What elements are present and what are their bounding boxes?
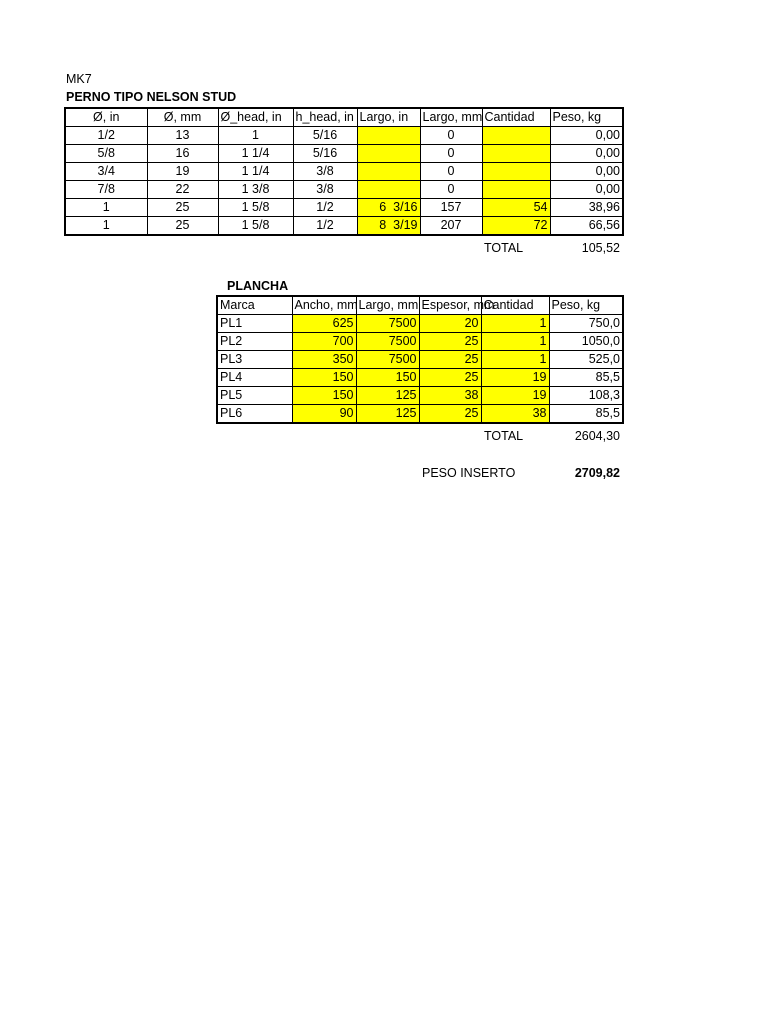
input-cell[interactable]: 625 [292,315,356,333]
table-row [217,351,623,369]
cell: 7/8 [65,181,147,199]
cell: 0 [420,145,482,163]
header-cell: Largo, mm [420,108,482,127]
input-cell[interactable]: 1 [481,333,549,351]
table-row [65,217,623,236]
studs-total-value: 105,52 [581,241,620,255]
cell: 0 [420,181,482,199]
header-cell: Largo, in [357,108,420,127]
input-cell[interactable]: 7500 [356,315,419,333]
cell: 1/2 [293,199,357,217]
table-row [65,163,623,181]
input-cell[interactable]: 1 [481,315,549,333]
input-cell[interactable] [357,145,420,163]
sheet-title: MK7 [66,72,92,86]
header-cell: Espesor, mm [419,296,481,315]
table-row [65,181,623,199]
plancha-header-row [217,296,623,315]
studs-header-row [65,108,623,127]
input-cell[interactable]: 54 [482,199,550,217]
cell: PL2 [217,333,292,351]
input-cell[interactable] [482,181,550,199]
input-cell[interactable]: 25 [419,405,481,424]
cell: 0 [420,163,482,181]
cell: 22 [147,181,218,199]
cell: 3/8 [293,163,357,181]
cell: 38,96 [550,199,623,217]
header-cell: Marca [217,296,292,315]
header-cell: h_head, in [293,108,357,127]
cell: 1 5/8 [218,199,293,217]
input-cell[interactable]: 90 [292,405,356,424]
cell: 1 [65,217,147,236]
input-cell[interactable]: 38 [481,405,549,424]
input-cell[interactable]: 7500 [356,333,419,351]
input-cell[interactable]: 38 [419,387,481,405]
cell: 0,00 [550,127,623,145]
studs-total-label: TOTAL [484,241,524,255]
header-cell: Largo, mm [356,296,419,315]
input-cell[interactable] [482,163,550,181]
cell: PL5 [217,387,292,405]
cell: 85,5 [549,405,623,424]
input-cell[interactable]: 150 [356,369,419,387]
studs-section-title: PERNO TIPO NELSON STUD [66,90,237,104]
header-cell: Cantidad [482,108,550,127]
cell: 108,3 [549,387,623,405]
input-cell[interactable]: 125 [356,387,419,405]
input-cell[interactable]: 25 [419,351,481,369]
plancha-total-label: TOTAL [484,429,524,443]
input-cell[interactable]: 72 [482,217,550,236]
input-cell[interactable] [482,145,550,163]
input-cell[interactable]: 19 [481,369,549,387]
input-cell[interactable]: 25 [419,369,481,387]
input-cell[interactable]: 700 [292,333,356,351]
input-cell[interactable]: 20 [419,315,481,333]
cell: 0,00 [550,181,623,199]
header-cell: Peso, kg [549,296,623,315]
cell: 25 [147,217,218,236]
table-row [217,315,623,333]
cell: 1/2 [293,217,357,236]
cell: 5/8 [65,145,147,163]
cell: 0,00 [550,163,623,181]
input-cell[interactable]: 8 3/19 [357,217,420,236]
cell: 1 3/8 [218,181,293,199]
peso-inserto-value: 2709,82 [574,466,620,480]
cell: 525,0 [549,351,623,369]
cell: 207 [420,217,482,236]
cell: 19 [147,163,218,181]
input-cell[interactable]: 150 [292,387,356,405]
cell: 66,56 [550,217,623,236]
plancha-table [216,295,624,424]
input-cell[interactable] [482,127,550,145]
cell: 0 [420,127,482,145]
header-cell: Ø_head, in [218,108,293,127]
cell: 157 [420,199,482,217]
cell: 1 1/4 [218,163,293,181]
plancha-total-value: 2604,30 [574,429,620,443]
table-row [217,333,623,351]
cell: 1 5/8 [218,217,293,236]
input-cell[interactable]: 7500 [356,351,419,369]
input-cell[interactable]: 19 [481,387,549,405]
table-row [217,405,623,424]
input-cell[interactable] [357,181,420,199]
header-cell: Ø, in [65,108,147,127]
cell: 85,5 [549,369,623,387]
cell: 1 [65,199,147,217]
cell: 1 [218,127,293,145]
input-cell[interactable]: 125 [356,405,419,424]
cell: 0,00 [550,145,623,163]
plancha-section-title: PLANCHA [227,279,289,293]
input-cell[interactable] [357,127,420,145]
cell: 25 [147,199,218,217]
cell: 1/2 [65,127,147,145]
cell: PL6 [217,405,292,424]
cell: 5/16 [293,145,357,163]
cell: PL1 [217,315,292,333]
cell: 1 1/4 [218,145,293,163]
input-cell[interactable] [357,163,420,181]
cell: 16 [147,145,218,163]
header-cell: Ancho, mm [292,296,356,315]
input-cell[interactable]: 25 [419,333,481,351]
cell: 3/8 [293,181,357,199]
input-cell[interactable]: 350 [292,351,356,369]
cell: 13 [147,127,218,145]
input-cell[interactable]: 150 [292,369,356,387]
header-cell: Cantidad [481,296,549,315]
studs-table [64,107,624,236]
table-row [217,387,623,405]
cell: 750,0 [549,315,623,333]
cell: 1050,0 [549,333,623,351]
peso-inserto-label: PESO INSERTO [422,466,516,480]
table-row [65,199,623,217]
table-row [217,369,623,387]
cell: PL4 [217,369,292,387]
table-row [65,145,623,163]
cell: PL3 [217,351,292,369]
input-cell[interactable]: 1 [481,351,549,369]
table-row [65,127,623,145]
input-cell[interactable]: 6 3/16 [357,199,420,217]
header-cell: Peso, kg [550,108,623,127]
cell: 3/4 [65,163,147,181]
cell: 5/16 [293,127,357,145]
header-cell: Ø, mm [147,108,218,127]
